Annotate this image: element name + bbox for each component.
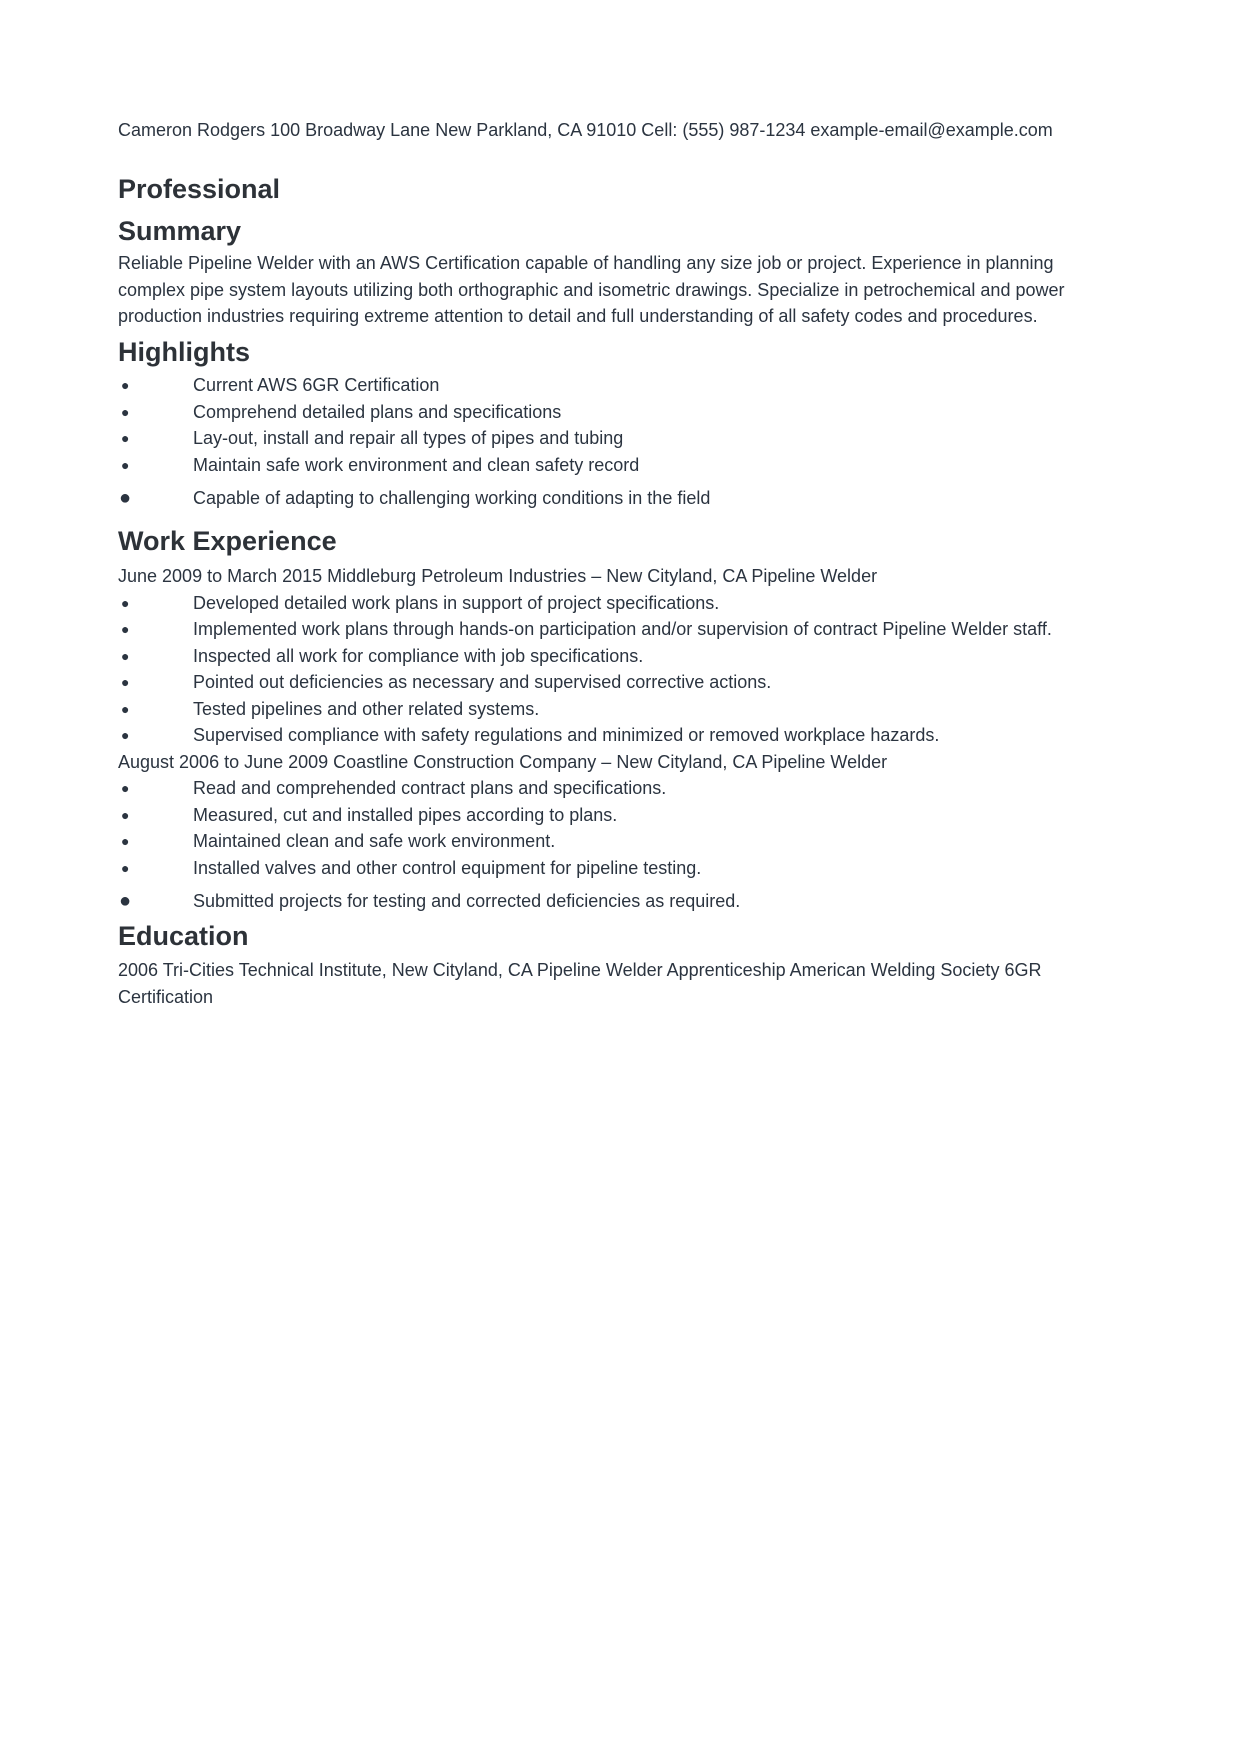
bullet-icon: ● — [121, 780, 130, 796]
job-duty-item — [118, 775, 1128, 801]
bullet-icon: ● — [119, 890, 132, 912]
bullet-icon: ● — [121, 701, 130, 717]
job-duty-item — [118, 802, 1128, 828]
education-text: 2006 Tri-Cities Technical Institute, New Cityland, CA Pipeline Welder Apprenticeship American Welding Society 6GR Certification — [118, 960, 1042, 1007]
job-duty-item — [118, 722, 1128, 748]
summary-heading-line1: Professional — [118, 174, 281, 204]
job-duty-text: Tested pipelines and other related systems. — [193, 699, 540, 719]
bullet-icon: ● — [121, 727, 130, 743]
job-duty-item — [118, 828, 1128, 854]
job-duty-item — [118, 855, 1128, 881]
highlight-text: Capable of adapting to challenging working conditions in the field — [193, 488, 711, 508]
job-duty-text: Pointed out deficiencies as necessary and supervised corrective actions. — [193, 672, 772, 692]
highlight-text: Lay-out, install and repair all types of pipes and tubing — [193, 428, 624, 448]
highlight-item — [118, 425, 1128, 451]
job-duty-text: Submitted projects for testing and corrected deficiencies as required. — [193, 891, 741, 911]
education-heading: Education — [118, 921, 249, 951]
contact-line: Cameron Rodgers 100 Broadway Lane New Parkland, CA 91010 Cell: (555) 987-1234 example-email@example.com — [118, 120, 1053, 140]
job-duty-item — [118, 616, 1128, 642]
bullet-icon: ● — [121, 595, 130, 611]
job-duty-item — [118, 643, 1128, 669]
highlight-text: Current AWS 6GR Certification — [193, 375, 440, 395]
bullet-icon: ● — [121, 674, 130, 690]
summary-text: Reliable Pipeline Welder with an AWS Certification capable of handling any size job or project. Experience in planning complex pipe system layouts utilizing both orthographic and isometric drawings. Specialize in petrochemical and power production industries requiring extreme attention to detail and full understanding of all safety codes and procedures. — [118, 253, 1065, 326]
bullet-icon: ● — [121, 430, 130, 446]
job-duty-text: Implemented work plans through hands-on participation and/or supervision of contract Pipeline Welder staff. — [193, 619, 1052, 639]
job-duty-text: Maintained clean and safe work environment. — [193, 831, 556, 851]
bullet-icon: ● — [119, 487, 132, 509]
bullet-icon: ● — [121, 833, 130, 849]
job-title-line: August 2006 to June 2009 Coastline Construction Company – New Cityland, CA Pipeline Welder — [118, 752, 888, 772]
bullet-icon: ● — [121, 404, 130, 420]
job-duty-item — [118, 696, 1128, 722]
highlight-text: Maintain safe work environment and clean safety record — [193, 455, 640, 475]
job-duty-text: Installed valves and other control equipment for pipeline testing. — [193, 858, 702, 878]
bullet-icon: ● — [121, 648, 130, 664]
bullet-icon: ● — [121, 457, 130, 473]
highlight-item — [118, 485, 1128, 511]
bullet-icon: ● — [121, 621, 130, 637]
bullet-icon: ● — [121, 860, 130, 876]
job-duty-text: Read and comprehended contract plans and specifications. — [193, 778, 667, 798]
highlight-item — [118, 399, 1128, 425]
highlight-item — [118, 452, 1128, 478]
job-duty-text: Developed detailed work plans in support of project specifications. — [193, 593, 720, 613]
job-duty-item — [118, 888, 1128, 914]
job-duty-item — [118, 590, 1128, 616]
highlights-heading: Highlights — [118, 337, 250, 367]
job-duty-text: Inspected all work for compliance with job specifications. — [193, 646, 644, 666]
highlight-text: Comprehend detailed plans and specifications — [193, 402, 562, 422]
job-title-line: June 2009 to March 2015 Middleburg Petroleum Industries – New Cityland, CA Pipeline Welder — [118, 566, 878, 586]
summary-heading-line2: Summary — [118, 216, 242, 246]
highlight-item — [118, 372, 1128, 398]
job-duty-item — [118, 669, 1128, 695]
job-duty-text: Measured, cut and installed pipes according to plans. — [193, 805, 618, 825]
bullet-icon: ● — [121, 377, 130, 393]
bullet-icon: ● — [121, 807, 130, 823]
experience-heading: Work Experience — [118, 526, 337, 556]
job-duty-text: Supervised compliance with safety regulations and minimized or removed workplace hazards. — [193, 725, 940, 745]
